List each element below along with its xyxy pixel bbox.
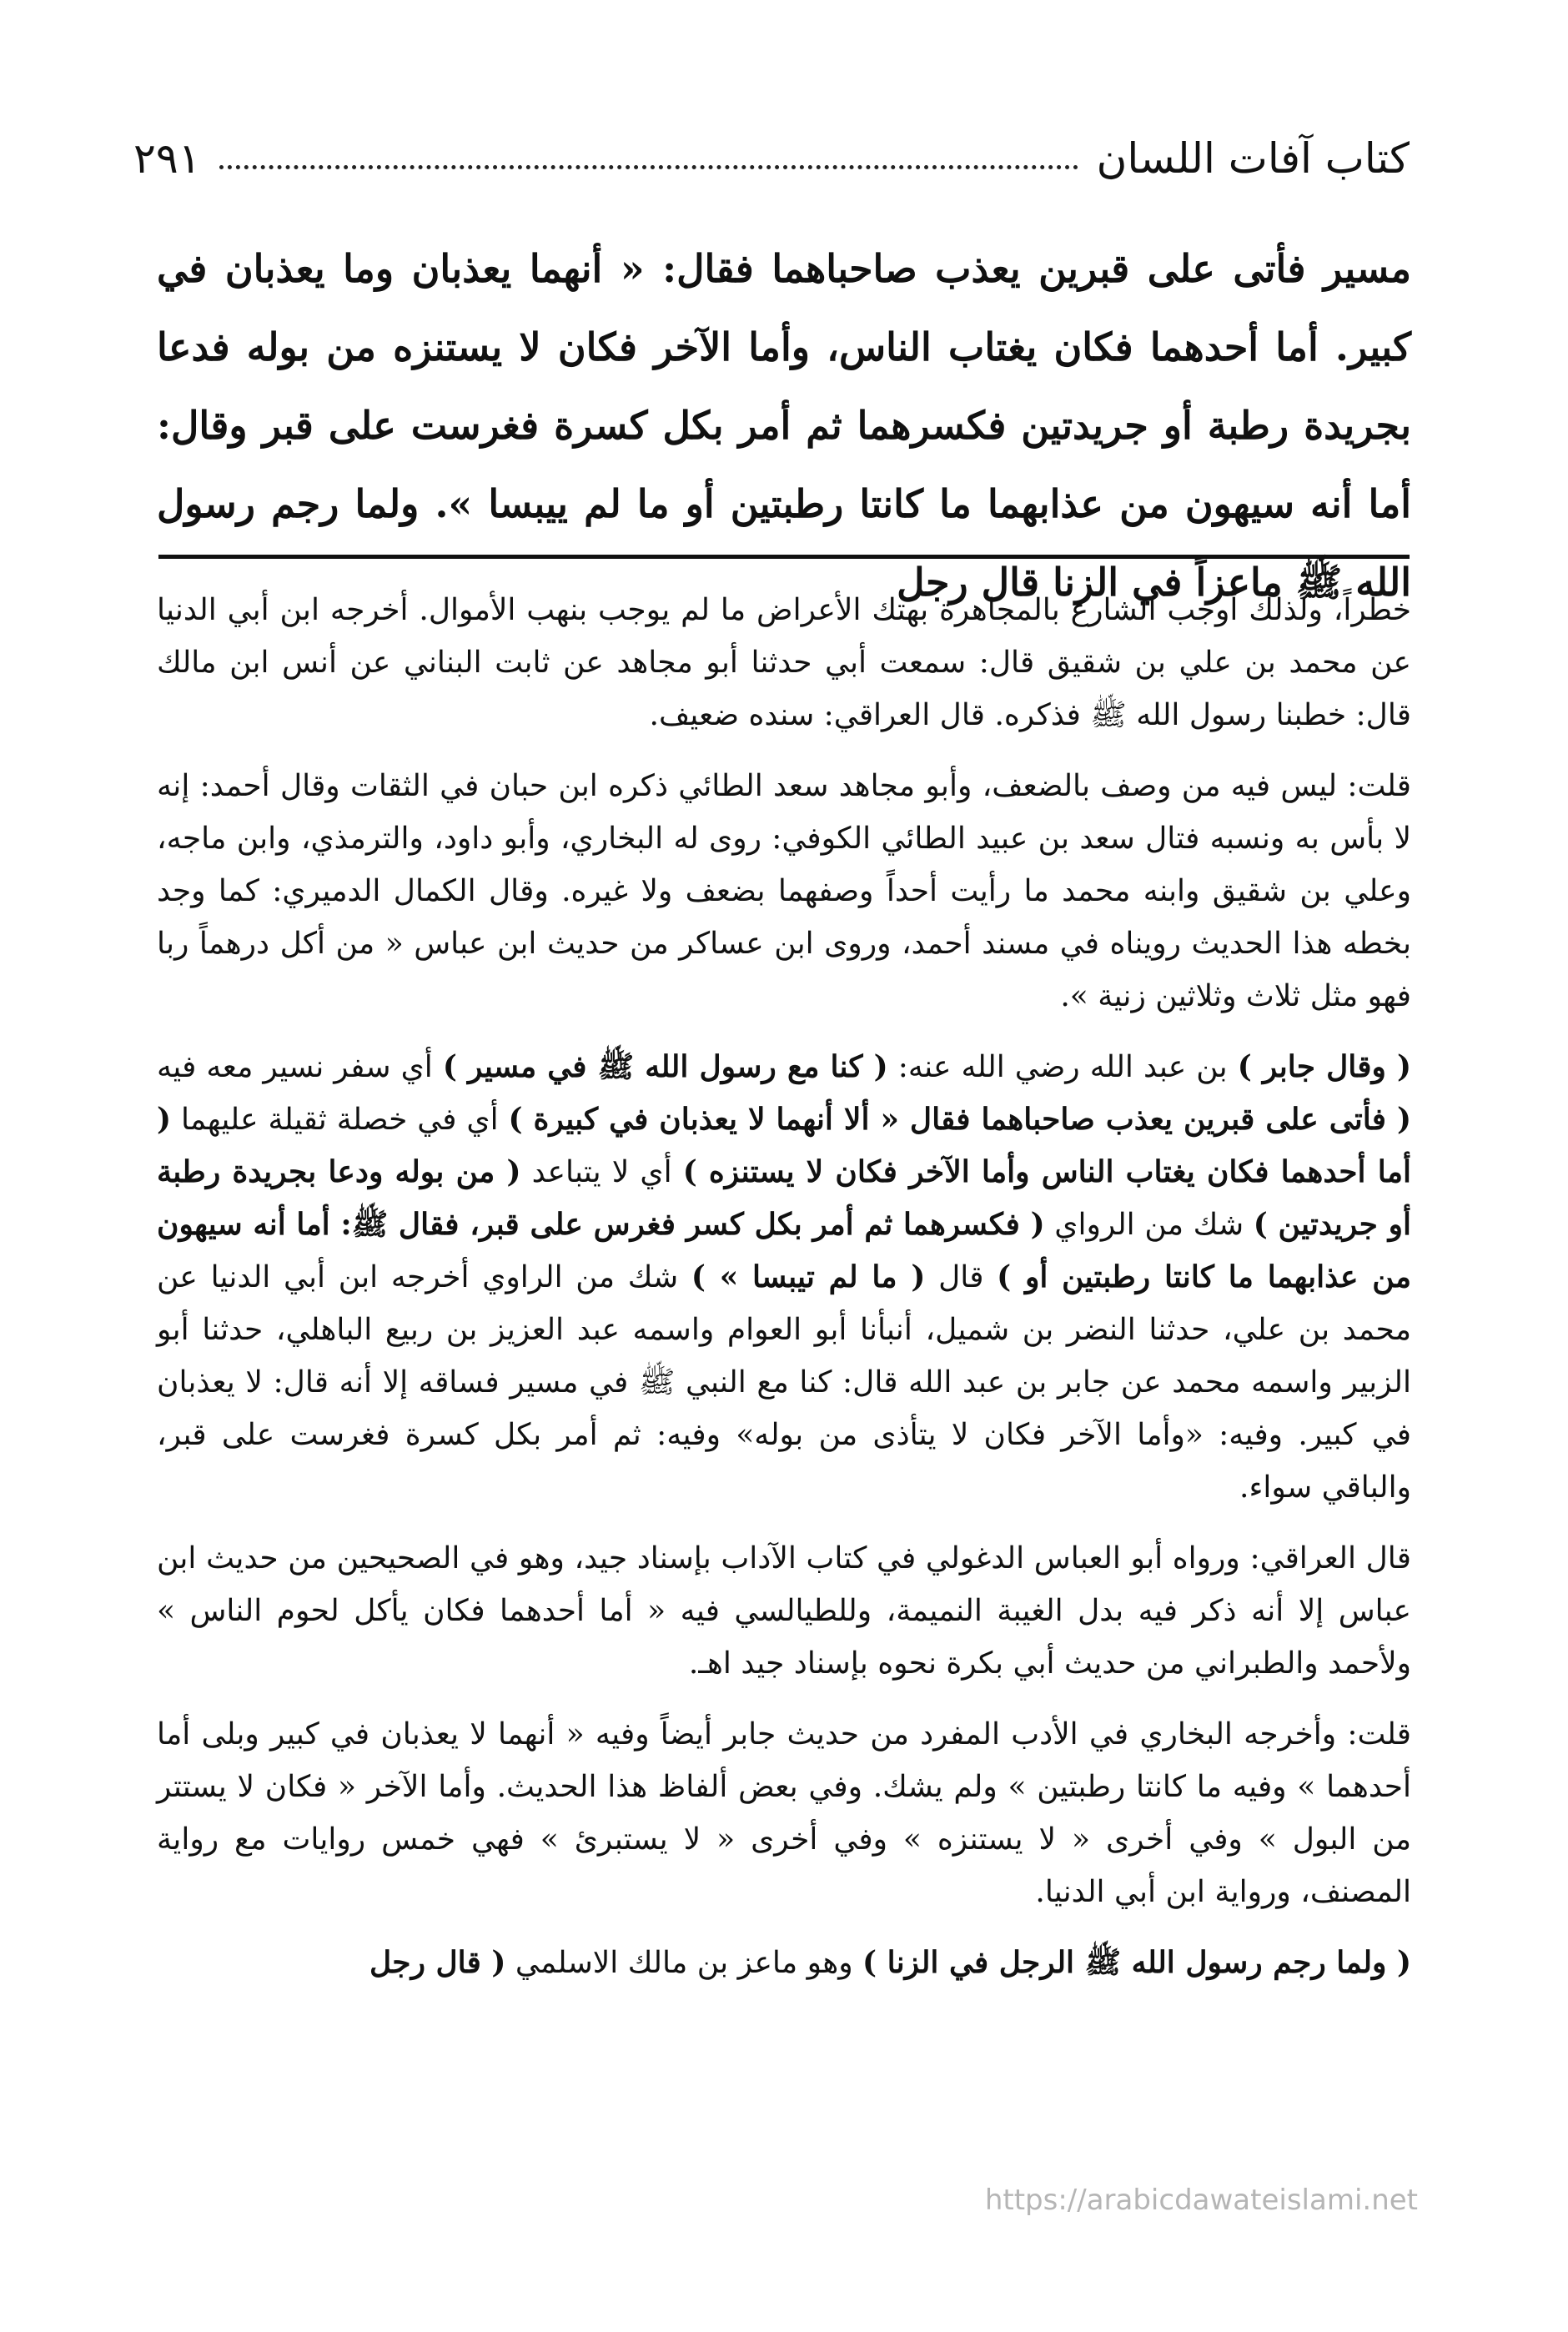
- lemma-quote: ( وقال جابر ): [1237, 1049, 1411, 1084]
- lemma-quote: ( كنا مع رسول الله ﷺ في مسير ): [442, 1049, 888, 1084]
- page-number: ٢٩١: [133, 134, 201, 183]
- commentary-text: أي لا يتباعد: [520, 1155, 683, 1189]
- commentary-text: بن عبد الله رضي الله عنه:: [887, 1050, 1238, 1084]
- commentary-paragraph: قلت: وأخرجه البخاري في الأدب المفرد من حديث جابر أيضاً وفيه « أنهما لا يعذبان في كبير وبلى أما أحدهما » وفيه ما كانتا رطبتين » ولم يشك. وفي بعض ألفاظ هذا الحديث. وأما الآخر « فكان لا يستتر من البول » وفي أخرى « لا يستنزه » وفي أخرى « لا يستبرئ » فهي خمس روايات مع رواية المصنف، ورواية ابن أبي الدنيا.: [157, 1717, 1411, 1909]
- lemma-quote: ( ولما رجم رسول الله ﷺ الرجل في الزنا ): [862, 1945, 1411, 1980]
- commentary-text: أي سفر نسير معه فيه: [157, 1050, 443, 1084]
- lemma-quote: ( أما أحدهما فكان يغتاب الناس وأما الآخر فكان لا يستنزه ): [157, 1102, 1411, 1189]
- header-dot-leader: [219, 165, 1078, 169]
- commentary-paragraph: قال العراقي: ورواه أبو العباس الدغولي في كتاب الآداب بإسناد جيد، وهو في الصحيحين من حديث ابن عباس إلا أنه ذكر فيه بدل الغيبة النميمة، وللطيالسي فيه « أما أحدهما فكان يأكل لحوم الناس » ولأحمد والطبراني من حديث أبي بكرة نحوه بإسناد جيد اهـ.: [157, 1541, 1411, 1681]
- commentary-paragraph: خطراً، ولذلك أوجب الشارع بالمجاهرة بهتك الأعراض ما لم يوجب بنهب الأموال. أخرجه ابن أبي الدنيا عن محمد بن علي بن شقيق قال: سمعت أبي حدثنا أبو مجاهد عن ثابت البناني عن أنس ابن مالك قال: خطبنا رسول الله ﷺ فذكره. قال العراقي: سنده ضعيف.: [157, 593, 1411, 732]
- commentary-text: قال: [925, 1260, 998, 1294]
- lemma-quote: ( من بوله ودعا بجريدة رطبة أو جريدتين ): [157, 1154, 1411, 1242]
- commentary-paragraph: قلت: ليس فيه من وصف بالضعف، وأبو مجاهد سعد الطائي ذكره ابن حبان في الثقات وقال أحمد: إنه لا بأس به ونسبه فتال سعد بن عبيد الطائي الكوفي: روى له البخاري، وأبو داود، والترمذي، وابن ماجه، وعلي بن شقيق وابنه محمد ما رأيت أحداً وصفهما بضعف ولا غيره. وقال الكمال الدميري: كما وجد بخطه هذا الحديث رويناه في مسند أحمد، وروى ابن عساكر من حديث ابن عباس « من أكل درهماً ربا فهو مثل ثلاث وثلاثين زنية ».: [157, 769, 1411, 1013]
- main-text: مسير فأتى على قبرين يعذب صاحباهما فقال: « أنهما يعذبان وما يعذبان في كبير. أما أحدهما فكان يغتاب الناس، وأما الآخر فكان لا يستنزه من بوله فدعا بجريدة رطبة أو جريدتين فكسرهما ثم أمر بكل كسرة فغرست على قبر وقال: أما أنه سيهون من عذابهما ما كانتا رطبتين أو ما لم ييبسا ». ولما رجم رسول الله ﷺ ماعزاً في الزنا قال رجل: [157, 246, 1411, 605]
- running-header: [133, 125, 1410, 192]
- book-title: كتاب آفات اللسان: [1096, 134, 1410, 183]
- watermark-url: https://arabicdawateislami.net: [984, 2184, 1418, 2217]
- lemma-quote: ( قال رجل: [369, 1945, 506, 1980]
- commentary-paragraph: [157, 1041, 1411, 1514]
- lemma-quote: ( فأتى على قبرين يعذب صاحباهما فقال « ألا أنهما لا يعذبان في كبيرة ): [508, 1102, 1411, 1137]
- commentary-text: شك من الراوي أخرجه ابن أبي الدنيا عن محمد بن علي، حدثنا النضر بن شميل، أنبأنا أبو العوام واسمه عبد العزيز بن ربيع الباهلي، حدثنا أبو الزبير واسمه محمد عن جابر بن عبد الله قال: كنا مع النبي ﷺ في مسير فساقه إلا أنه قال: لا يعذبان في كبير. وفيه: «وأما الآخر فكان لا يتأذى من بوله» وفيه: ثم أمر بكل كسرة فغرست على قبر، والباقي سواء.: [157, 1260, 1411, 1505]
- separator-rule: [158, 555, 1410, 559]
- commentary-text: أي في خصلة ثقيلة عليهما: [171, 1103, 509, 1137]
- commentary-paragraph: [157, 1937, 1411, 1989]
- commentary: [157, 584, 1411, 2008]
- lemma-quote: ( ما لم تيبسا » ): [691, 1259, 926, 1294]
- commentary-text: شك من الرواي: [1044, 1208, 1254, 1242]
- commentary-text: وهو ماعز بن مالك الاسلمي: [505, 1946, 863, 1980]
- lemma-quote: ( فكسرهما ثم أمر بكل كسر فغرس على قبر، فقال ﷺ: أما أنه سيهون من عذابهما ما كانتا رطبتين أو ): [157, 1207, 1411, 1294]
